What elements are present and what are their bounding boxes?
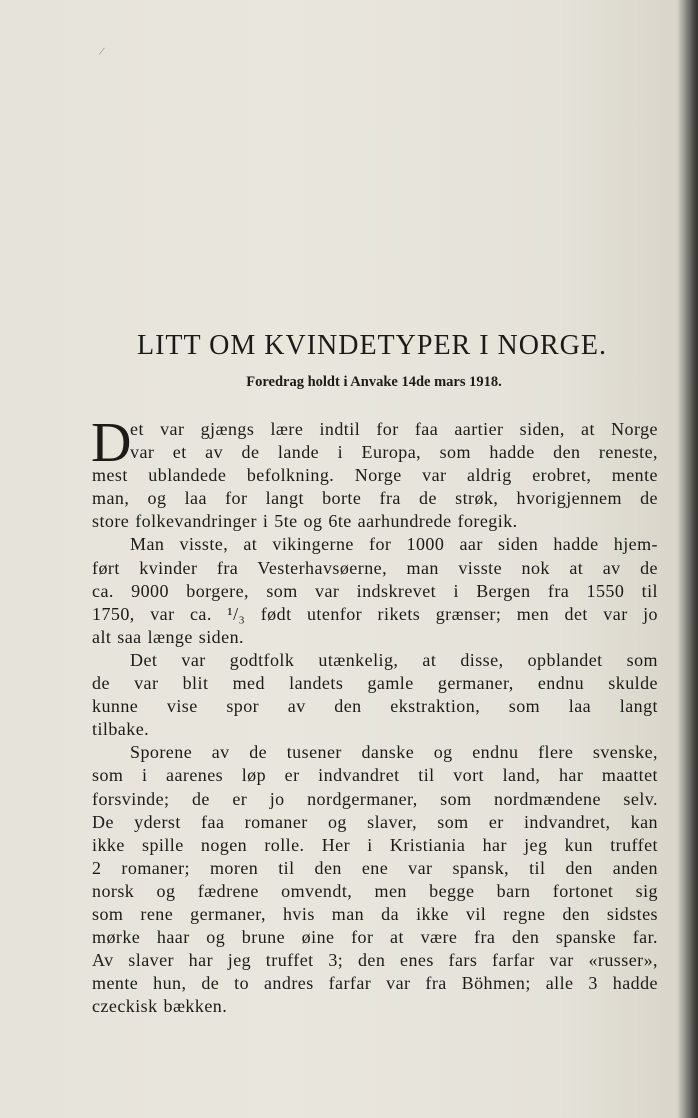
text-line: store folkevandringer i 5te og 6te aarhundrede foregik. <box>92 511 518 532</box>
text-line: ført kvinder fra Vesterhavsøerne, man visste nok at av de <box>92 557 658 578</box>
chapter-subtitle: Foredrag holdt i Anvake 14de mars 1918. <box>246 374 502 390</box>
text-line: czeckisk bækken. <box>92 996 228 1017</box>
text-line: 1750, var ca. ¹/₃ født utenfor rikets grænser; men det var jo <box>92 603 658 624</box>
text-line: man, og laa for langt borte fra de strøk, hvorigjennem de <box>92 488 658 509</box>
text-line: kunne vise spor av den ekstraktion, som laa langt <box>92 696 658 717</box>
text-line: mest ublandede befolkning. Norge var aldrig erobret, mente <box>92 465 658 486</box>
text-line: Sporene av de tusener danske og endnu flere svenske, <box>130 742 658 763</box>
text-line: De yderst faa romaner og slaver, som er indvandret, kan <box>92 811 658 832</box>
body-text <box>91 412 658 1018</box>
text-line: forsvinde; de er jo nordgermaner, som nordmændene selv. <box>92 788 658 809</box>
text-line: ikke spille nogen rolle. Her i Kristiania har jeg kun truffet <box>92 834 658 855</box>
text-line: Man visste, at vikingerne for 1000 aar siden hadde hjem- <box>130 534 658 555</box>
chapter-title: LITT OM KVINDETYPER I NORGE. <box>137 330 607 361</box>
text-line: 2 romaner; moren til den ene var spansk, til den anden <box>92 857 658 878</box>
text-line: som i aarenes løp er indvandret til vort land, har maattet <box>92 765 658 786</box>
text-line: et var gjængs lære indtil for faa aartier siden, at Norge <box>130 419 658 439</box>
text-line: mente hun, de to andres farfar var fra Böhmen; alle 3 hadde <box>92 973 658 994</box>
text-line: Av slaver har jeg truffet 3; den enes fars farfar var «russer», <box>92 950 658 971</box>
text-line: norsk og fædrene omvendt, men begge barn fortonet sig <box>92 880 658 901</box>
text-line: som rene germaner, hvis man da ikke vil regne den sidstes <box>92 903 658 924</box>
text-line: alt saa længe siden. <box>92 626 244 647</box>
pencil-mark: / <box>97 43 106 59</box>
text-line: Det var godtfolk utænkelig, at disse, opblandet som <box>130 649 658 670</box>
text-line: mørke haar og brune øine for at være fra den spanske far. <box>92 927 658 948</box>
text-line: var et av de lande i Europa, som hadde den reneste, <box>130 442 658 463</box>
text-line: tilbake. <box>92 719 150 740</box>
text-line: ca. 9000 borgere, som var indskrevet i Bergen fra 1550 til <box>92 580 658 601</box>
drop-cap: D <box>91 412 132 474</box>
text-line: de var blit med landets gamle germaner, endnu skulde <box>92 673 658 694</box>
